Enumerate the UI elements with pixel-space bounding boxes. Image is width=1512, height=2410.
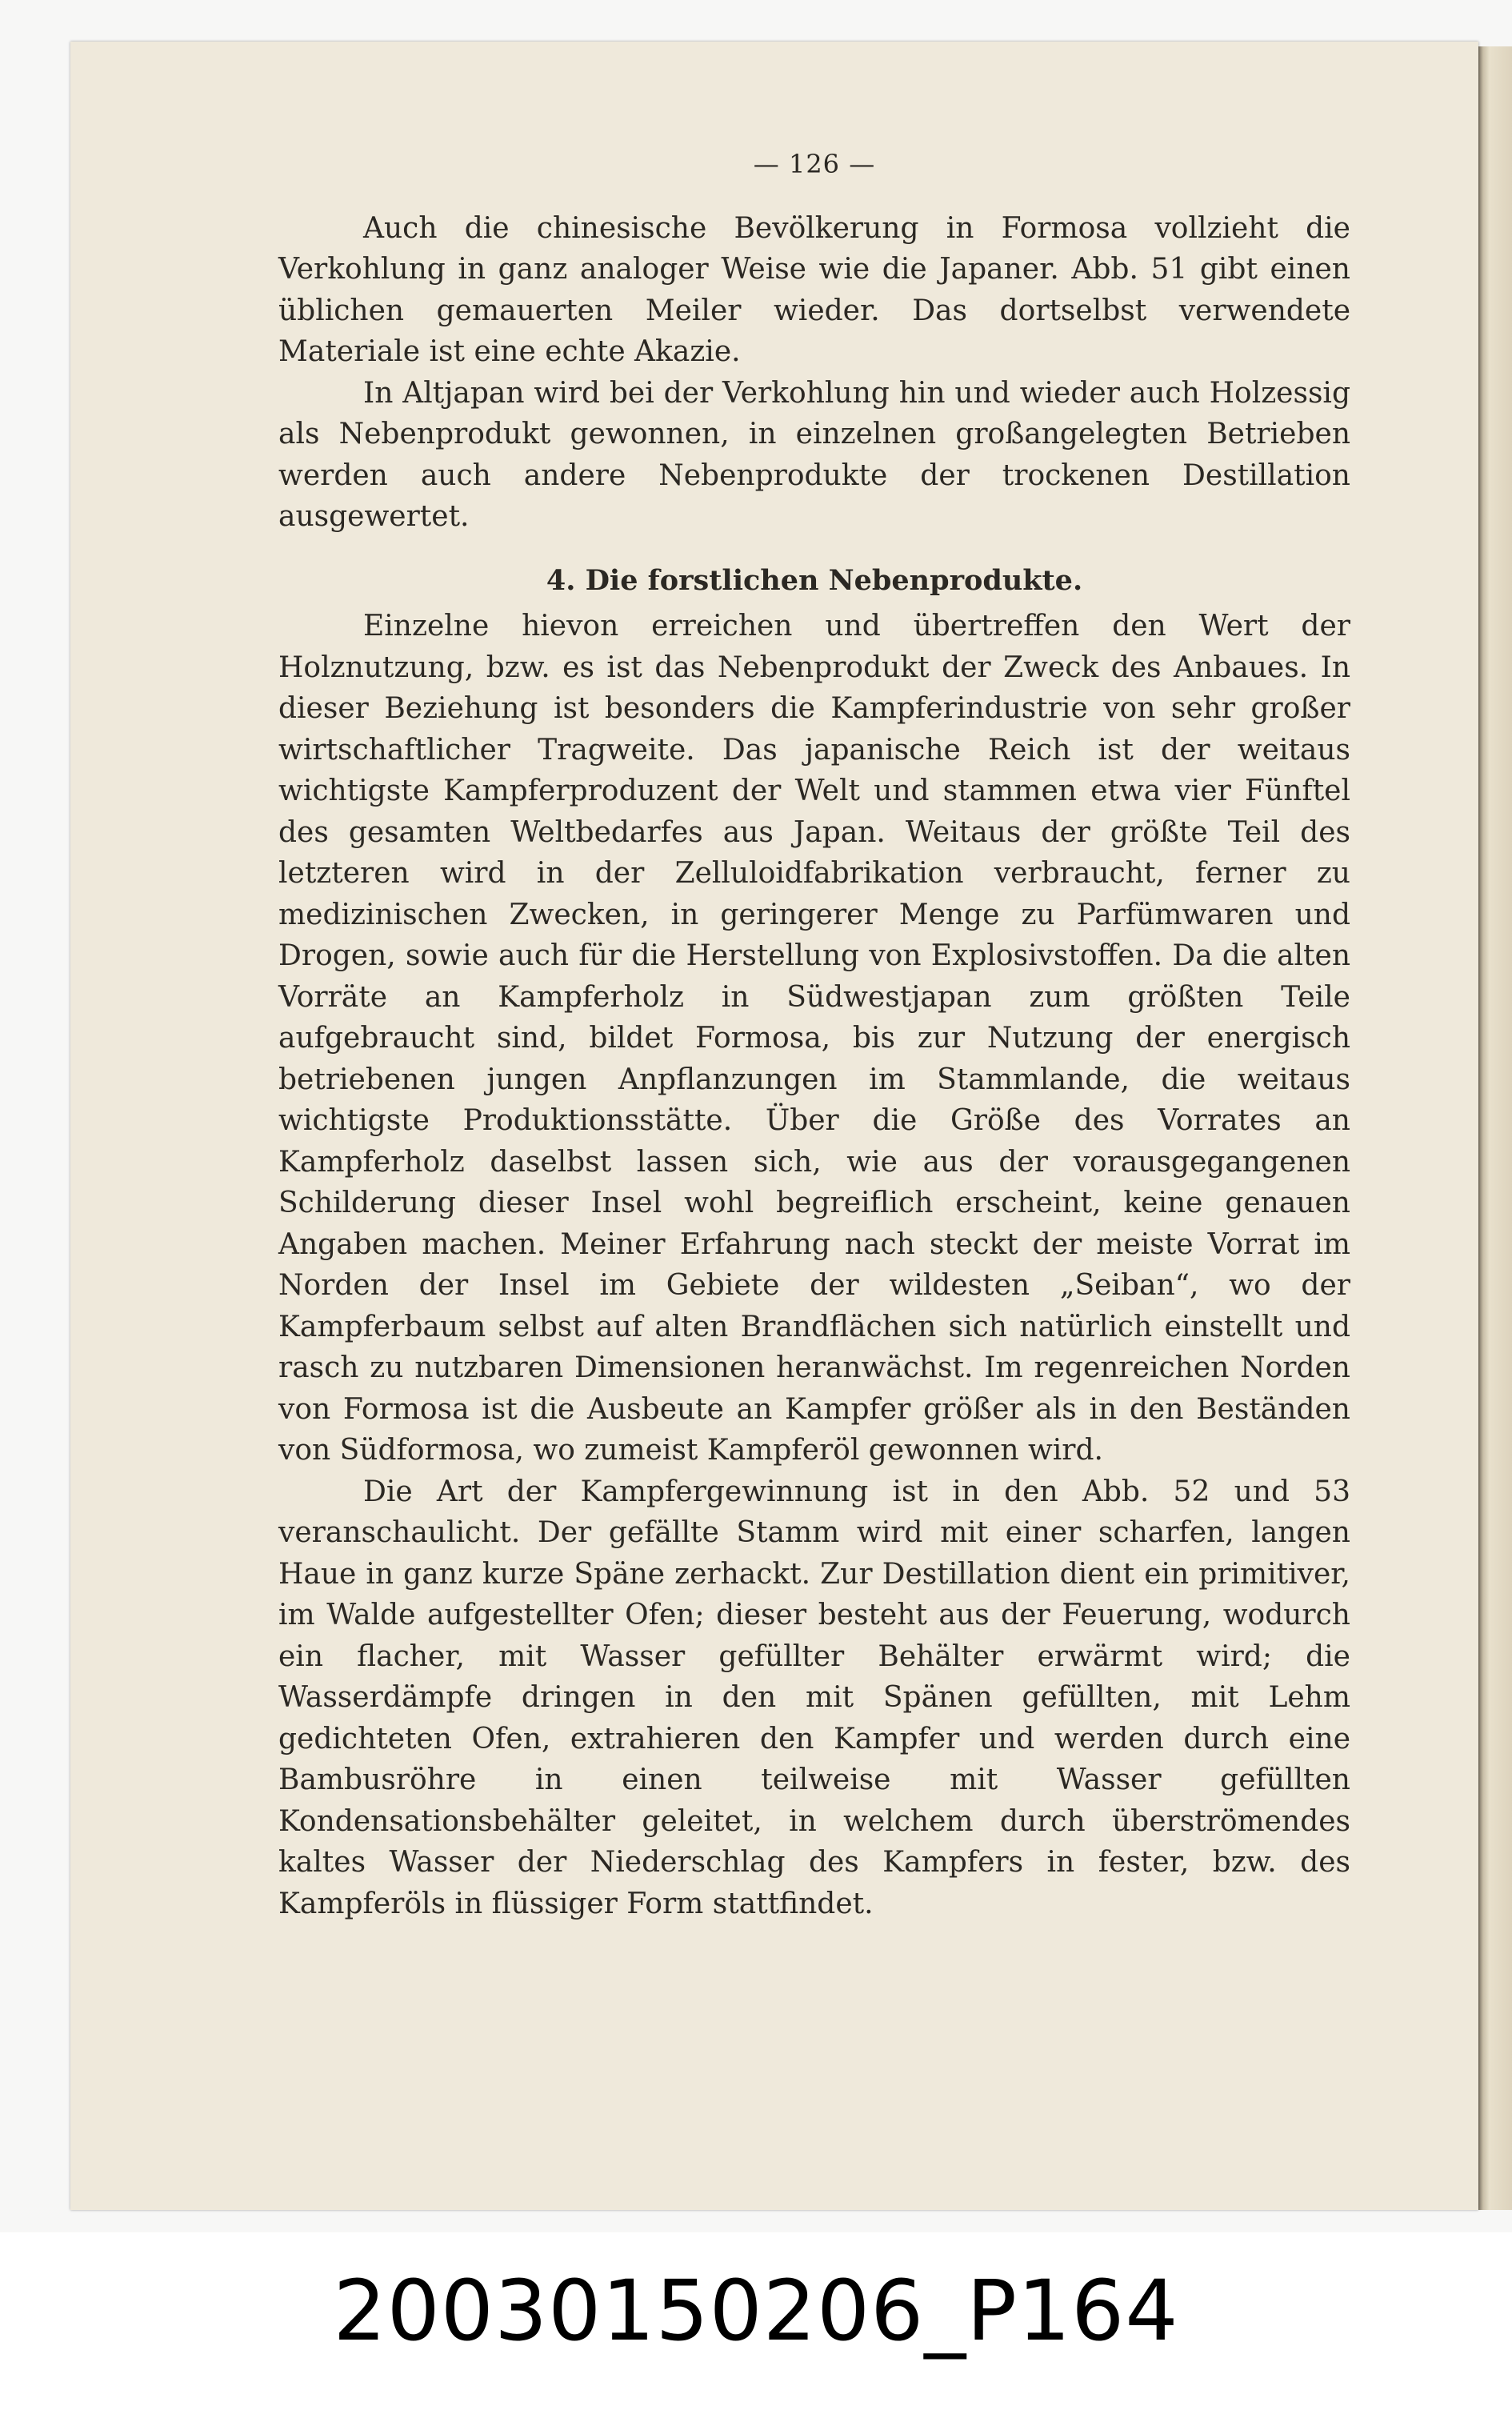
- paragraph: Die Art der Kampfergewinnung ist in den Abb. 52 und 53 veranschaulicht. Der gefällte Stamm wird mit einer scharfen, langen Haue in ganz kurze Späne zerhackt. Zur Destillation dient ein primitiver, im Walde aufgestellter Ofen; dieser besteht aus der Feuerung, wodurch ein flacher, mit Wasser gefüllter Behälter erwärmt wird; die Wasserdämpfe dringen in den mit Spänen gefüllten, mit Lehm gedichteten Ofen, extrahieren den Kampfer und werden durch eine Bambusröhre in einen teilweise mit Wasser gefüllten Kondensationsbehälter geleitet, in welchem durch überströmendes kaltes Wasser der Niederschlag des Kampfers in fester, bzw. des Kampferöls in flüssiger Form stattfindet.: [278, 1475, 1350, 1920]
- paragraph: Einzelne hievon erreichen und übertreffen den Wert der Holznutzung, bzw. es ist das Nebenprodukt der Zweck des Anbaues. In dieser Beziehung ist besonders die Kampferindustrie von sehr großer wirtschaftlicher Tragweite. Das japanische Reich ist der weitaus wichtigste Kampferproduzent der Welt und stammen etwa vier Fünftel des gesamten Weltbedarfes aus Japan. Weitaus der größte Teil des letzteren wird in der Zelluloidfabrikation verbraucht, ferner zu medizinischen Zwecken, in geringerer Menge zu Parfümwaren und Drogen, sowie auch für die Herstellung von Explosivstoffen. Da die alten Vorräte an Kampferholz in Südwestjapan zum größten Teile aufgebraucht sind, bildet Formosa, bis zur Nutzung der energisch betriebenen jungen Anpflanzungen im Stammlande, die weitaus wichtigste Produktionsstätte. Über die Größe des Vorrates an Kampferholz daselbst lassen sich, wie aus der vorausgegangenen Schilderung dieser Insel wohl begreiflich erscheint, keine genauen Angaben machen. Meiner Erfahrung nach steckt der meiste Vorrat im Norden der Insel im Gebiete der wildesten „Seiban“, wo der Kampferbaum selbst auf alten Brandflächen sich natürlich einstellt und rasch zu nutzbaren Dimensionen heranwächst. Im regenreichen Norden von Formosa ist die Ausbeute an Kampfer größer als in den Beständen von Südformosa, wo zumeist Kampferöl gewonnen wird.: [278, 610, 1350, 1467]
- page-text-block: [278, 144, 1350, 1924]
- paragraph: In Altjapan wird bei der Verkohlung hin und wieder auch Holzessig als Nebenprodukt gewonnen, in einzelnen großangelegten Betrieben werden auch andere Nebenprodukte der trockenen Destillation ausgewertet.: [278, 376, 1350, 533]
- next-page-edge: [1478, 46, 1512, 2210]
- page-number: — 126 —: [753, 149, 876, 179]
- paragraph: Auch die chinesische Bevölkerung in Formosa vollzieht die Verkohlung in ganz analoger Weise wie die Japaner. Abb. 51 gibt einen üblichen gemauerten Meiler wieder. Das dortselbst verwendete Materiale ist eine echte Akazie.: [278, 211, 1350, 368]
- section-heading: 4. Die forstlichen Nebenprodukte.: [546, 563, 1083, 597]
- archive-id-label: 20030150206_P164: [333, 2262, 1179, 2360]
